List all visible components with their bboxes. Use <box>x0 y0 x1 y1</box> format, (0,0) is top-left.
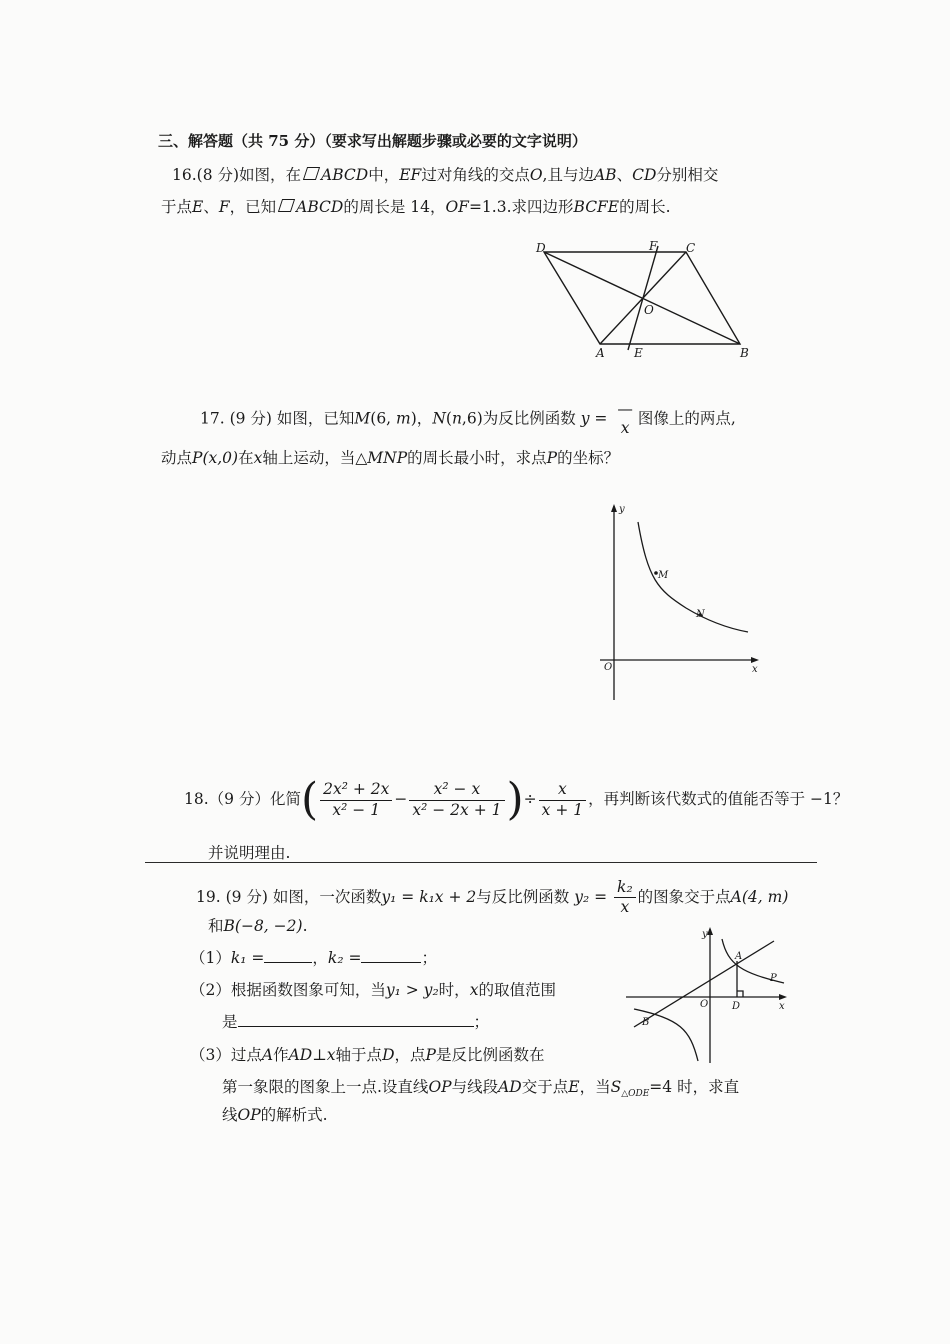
q19-line-1: 19. (9 分) 如图，一次函数y₁ = k₁x + 2与反比例函数 y₂ = $\frac{\text{k₂}}{x}$ 的图象交于点A(4, m) <box>196 878 789 917</box>
q19-part-3-line-1: （3）过点A作AD⊥x轴于点D，点P是反比例函数在 <box>190 1046 545 1064</box>
q17-fraction: — x <box>617 400 633 438</box>
label-y: y <box>619 504 625 515</box>
q17-line-1: 17. (9 分) 如图，已知M(6, m)，N(n,6)为反比例函数 y = — x 图像上的两点, <box>200 400 736 438</box>
label-O: O <box>700 999 709 1010</box>
q17-hyperbola-figure <box>596 500 766 705</box>
range-answer-blank[interactable] <box>238 1012 474 1027</box>
k1-answer-blank[interactable] <box>264 948 312 963</box>
divider-line <box>145 862 817 863</box>
label-B: B <box>740 346 749 360</box>
label-C: C <box>686 241 696 255</box>
hyperbola-curve <box>638 522 748 632</box>
label-A: A <box>735 951 743 962</box>
label-O: O <box>604 662 613 673</box>
y-axis-arrow <box>707 927 713 935</box>
label-F: F <box>649 239 658 253</box>
right-angle-mark <box>737 991 743 997</box>
q18-fraction-3: $\frac{x}{x + 1}$ <box>539 780 586 820</box>
label-P: P <box>770 973 777 984</box>
label-y: y <box>702 929 708 940</box>
q18-fraction-2: $\frac{\text{x² − x}}{\text{x² − 2x + 1}}$ <box>409 780 504 820</box>
parallelogram-symbol <box>303 167 320 180</box>
y-axis-arrow <box>611 504 617 512</box>
q19-part-3-line-3: 线OP的解析式. <box>222 1106 328 1124</box>
q18-fraction-1: $\frac{\text{2x² + 2x}}{\text{x² − 1}}$ <box>320 780 392 820</box>
section-heading: 三、解答题（共 75 分）（要求写出解题步骤或必要的文字说明） <box>158 132 587 150</box>
q19-part-1: （1）k₁ = ，k₂ = ； <box>190 949 437 967</box>
diagonal-db <box>544 252 740 344</box>
k2-answer-blank[interactable] <box>361 948 421 963</box>
label-x: x <box>752 664 758 675</box>
q19-line-2: 和B(−8, −2). <box>208 917 308 935</box>
q17-line-2: 动点P(x,0)在x轴上运动，当△MNP的周长最小时，求点P的坐标？ <box>161 449 620 467</box>
q16-line-2: 于点E、F，已知 ABCD的周长是 14，OF=1.3.求四边形BCFE的周长. <box>161 198 671 216</box>
label-A: A <box>596 346 605 360</box>
q19-function-figure <box>624 925 799 1065</box>
q19-part-3-line-2: 第一象限的图象上一点.设直线OP与线段AD交于点E，当$S_{\triangle ODE}=4$ 时，求直 <box>222 1078 740 1100</box>
q16-line-1: 16.(8 分)如图，在 ABCD中，EF过对角线的交点O,且与边AB、CD分别相交 <box>172 166 719 184</box>
parallelogram-symbol <box>278 199 295 212</box>
x-axis-arrow <box>751 657 759 663</box>
label-D: D <box>536 241 546 255</box>
segment-ef <box>628 246 658 350</box>
q16-parallelogram-figure <box>530 238 770 363</box>
label-O: O <box>644 303 654 317</box>
label-N: N <box>696 609 705 620</box>
label-E: E <box>634 346 643 360</box>
q19-part-2-answer: 是 ； <box>222 1013 490 1031</box>
q18-line-1: 18.（9 分）化简( $\frac{\text{2x² + 2x}}{\text{x² − 1}}$ − $\frac{\text{x² − x}}{\text{x² − 2x + 1}}$ )÷ $\frac{x}{x + 1}$ ，再判断该代数式的值能否等于 −1？ <box>184 774 849 825</box>
label-M: M <box>658 570 669 581</box>
x-axis-arrow <box>779 994 787 1000</box>
label-x: x <box>779 1001 785 1012</box>
q19-fraction: $\frac{\text{k₂}}{x}$ <box>614 878 636 918</box>
label-B: B <box>642 1017 650 1028</box>
label-D: D <box>732 1001 741 1012</box>
q18-line-2: 并说明理由. <box>208 844 291 862</box>
q19-part-2: （2）根据函数图象可知，当y₁ > y₂时，x的取值范围 <box>190 981 556 999</box>
